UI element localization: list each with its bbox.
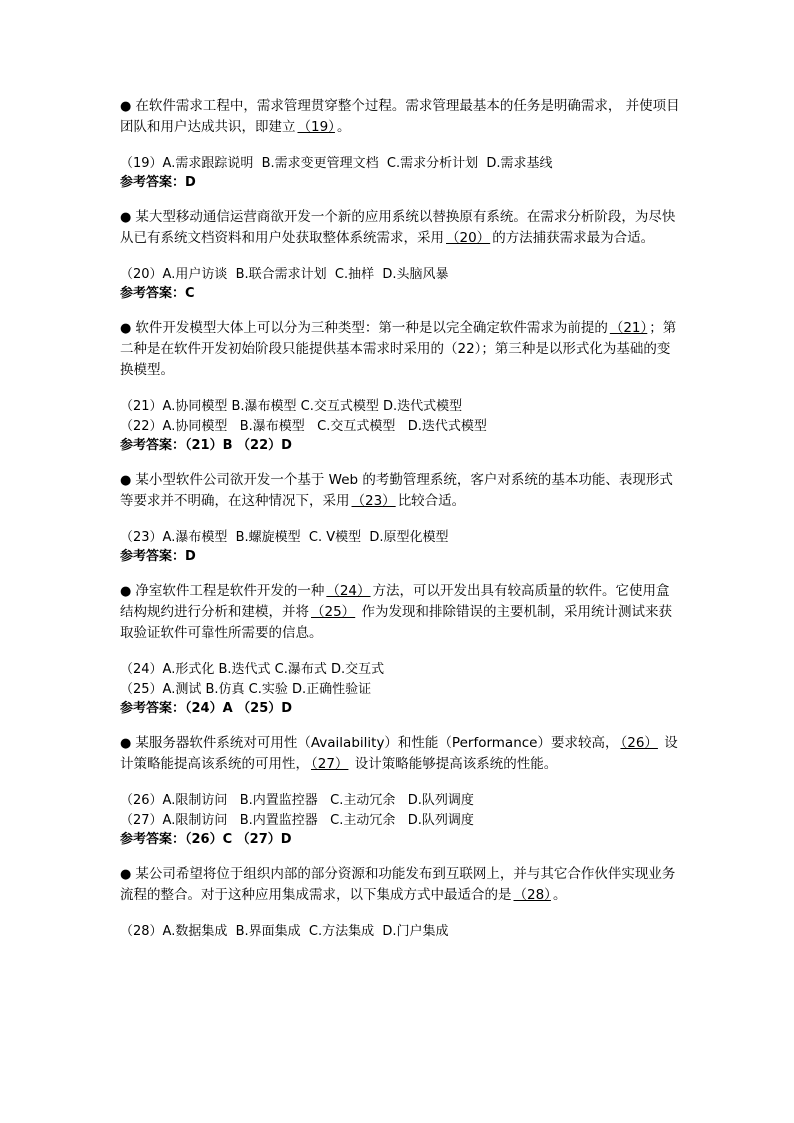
options-line: （27）A.限制访问 B.内置监控器 C.主动冗余 D.队列调度 xyxy=(120,813,474,828)
question-28 xyxy=(120,864,680,942)
options-line: （19）A.需求跟踪说明 B.需求变更管理文档 C.需求分析计划 D.需求基线 xyxy=(120,156,553,171)
bullet-icon: ● xyxy=(120,736,132,751)
answer-blank: （24） xyxy=(326,583,371,599)
question-text: ● 某公司希望将位于组织内部的部分资源和功能发布到互联网上，并与其它合作伙伴实现业务流程的整合。对于这种应用集成需求，以下集成方式中最适合的是 （28） 。 xyxy=(120,866,676,903)
question-text: ● 某小型软件公司欲开发一个基于 Web 的考勤管理系统，客户对系统的基本功能、表现形式等要求并不明确，在这种情况下，采用 （23） 比较合适。 xyxy=(120,472,673,509)
options-line: （21）A.协同模型 B.瀑布模型 C.交互式模型 D.迭代式模型 xyxy=(120,399,463,414)
document-page xyxy=(120,96,680,958)
options-line: （24）A.形式化 B.迭代式 C.瀑布式 D.交互式 xyxy=(120,662,385,677)
question-text: ● 软件开发模型大体上可以分为三种类型：第一种是以完全确定软件需求为前提的 （21） ；第二种是在软件开发初始阶段只能提供基本需求时采用的（22）；第三种是以形式化为基础的变换模型。 xyxy=(120,320,677,378)
answer-blank: （27） xyxy=(311,756,349,772)
question-20 xyxy=(120,207,680,302)
question-24-25 xyxy=(120,581,680,717)
question-26-27 xyxy=(120,733,680,848)
answer-blank: （25） xyxy=(311,604,356,620)
question-21-22 xyxy=(120,318,680,454)
bullet-icon: ● xyxy=(120,321,132,336)
bullet-icon: ● xyxy=(120,584,132,599)
question-19 xyxy=(120,96,680,191)
answer-blank: （19） xyxy=(297,119,335,135)
question-23 xyxy=(120,470,680,565)
bullet-icon: ● xyxy=(120,867,132,882)
bullet-icon: ● xyxy=(120,210,132,225)
reference-answer: 参考答案：（21）B （22）D xyxy=(120,438,292,453)
reference-answer: 参考答案：D xyxy=(120,175,196,190)
reference-answer: 参考答案：（26）C （27）D xyxy=(120,832,292,847)
answer-blank: （23） xyxy=(351,493,396,509)
options-line: （20）A.用户访谈 B.联合需求计划 C.抽样 D.头脑风暴 xyxy=(120,267,449,282)
answer-blank: （20） xyxy=(446,230,491,246)
reference-answer: 参考答案：C xyxy=(120,286,195,301)
question-text: ● 某服务器软件系统对可用性（Availability）和性能（Performance）要求较高， （26） 设计策略能提高该系统的可用性， （27） 设计策略能够提高该系统的性能。 xyxy=(120,735,678,772)
question-text: ● 某大型移动通信运营商欲开发一个新的应用系统以替换原有系统。在需求分析阶段，为尽快从已有系统文档资料和用户处获取整体系统需求，采用 （20） 的方法捕获需求最为合适。 xyxy=(120,209,676,246)
question-text: ● 在软件需求工程中，需求管理贯穿整个过程。需求管理最基本的任务是明确需求， 并使项目团队和用户达成共识，即建立 （19） 。 xyxy=(120,98,680,135)
options-line: （22）A.协同模型 B.瀑布模型 C.交互式模型 D.迭代式模型 xyxy=(120,419,487,434)
answer-blank: （21） xyxy=(609,320,648,336)
bullet-icon: ● xyxy=(120,99,132,114)
options-line: （28）A.数据集成 B.界面集成 C.方法集成 D.门户集成 xyxy=(120,924,449,939)
question-text: ● 净室软件工程是软件开发的一种 （24） 方法，可以开发出具有较高质量的软件。它使用盒结构规约进行分析和建模，并将 （25） 作为发现和排除错误的主要机制，采用统计测试来获取验证软件可靠性所需要的信息。 xyxy=(120,583,672,641)
bullet-icon: ● xyxy=(120,473,132,488)
reference-answer: 参考答案：（24）A （25）D xyxy=(120,701,293,716)
options-line: （23）A.瀑布模型 B.螺旋模型 C. V模型 D.原型化模型 xyxy=(120,530,449,545)
answer-blank: （28） xyxy=(513,887,551,903)
answer-blank: （26） xyxy=(620,735,658,751)
reference-answer: 参考答案：D xyxy=(120,549,196,564)
options-line: （26）A.限制访问 B.内置监控器 C.主动冗余 D.队列调度 xyxy=(120,793,474,808)
options-line: （25）A.测试 B.仿真 C.实验 D.正确性验证 xyxy=(120,682,372,697)
